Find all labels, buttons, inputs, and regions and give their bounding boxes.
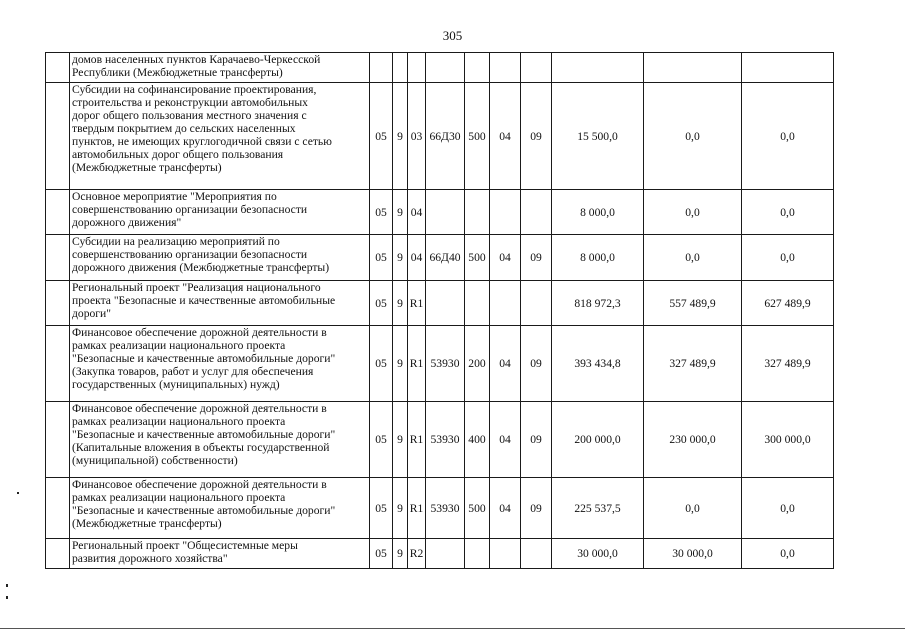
event-code-cell: R1: [408, 478, 426, 539]
row-index-cell: [46, 326, 70, 402]
item-name-line: Субсидии на реализацию мероприятий по: [72, 235, 280, 248]
amount-year-1-cell: 393 434,8: [552, 326, 644, 402]
amount-year-2-cell: [644, 53, 742, 83]
amount-year-2-cell: 0,0: [644, 235, 742, 281]
amount-year-3-cell: 300 000,0: [742, 402, 834, 478]
item-name-line: дороги": [72, 307, 111, 320]
amount-year-1-cell: 200 000,0: [552, 402, 644, 478]
subsection-cell: [521, 281, 552, 326]
table-row: [46, 83, 834, 190]
expense-type-cell: [465, 190, 490, 235]
page-edge-rule: [0, 628, 905, 629]
budget-table: [45, 52, 834, 569]
subsection-cell: 09: [521, 83, 552, 190]
amount-year-1-cell: 8 000,0: [552, 190, 644, 235]
program-code-cell: 05: [370, 235, 393, 281]
item-name-cell: [70, 235, 370, 281]
item-name-line: дорожного движения": [72, 216, 182, 229]
item-name-line: рамках реализации национального проекта: [72, 415, 286, 428]
row-index-cell: [46, 83, 70, 190]
item-name-line: "Безопасные и качественные автомобильные дороги": [72, 428, 336, 441]
program-code-cell: 05: [370, 478, 393, 539]
item-name-cell: [70, 53, 370, 83]
direction-code-cell: 53930: [426, 402, 465, 478]
item-name-cell: [70, 281, 370, 326]
expense-type-cell: 500: [465, 83, 490, 190]
page-number: 305: [442, 28, 463, 43]
amount-year-3-cell: [742, 53, 834, 83]
item-name-line: Финансовое обеспечение дорожной деятельности в: [72, 326, 327, 339]
item-name-line: Финансовое обеспечение дорожной деятельности в: [72, 478, 327, 491]
section-cell: 04: [490, 83, 521, 190]
section-cell: 04: [490, 235, 521, 281]
item-name-line: (муниципальной) собственности): [72, 454, 238, 467]
program-code-cell: 05: [370, 402, 393, 478]
table-row: [46, 235, 834, 281]
item-name-line: развития дорожного хозяйства": [72, 552, 228, 565]
item-name-line: (Закупка товаров, работ и услуг для обеспечения: [72, 365, 314, 378]
program-code-cell: 05: [370, 326, 393, 402]
direction-code-cell: 66Д40: [426, 235, 465, 281]
section-cell: [490, 190, 521, 235]
amount-year-2-cell: 557 489,9: [644, 281, 742, 326]
item-name-cell: [70, 190, 370, 235]
budget-table-body: [46, 53, 834, 569]
item-name-line: строительства и реконструкции автомобильных: [72, 96, 308, 109]
item-name-line: совершенствованию организации безопасности: [72, 248, 308, 261]
event-code-cell: R1: [408, 281, 426, 326]
direction-code-cell: [426, 539, 465, 569]
item-name-line: рамках реализации национального проекта: [72, 491, 286, 504]
amount-year-3-cell: 0,0: [742, 83, 834, 190]
expense-type-cell: [465, 539, 490, 569]
expense-type-cell: [465, 53, 490, 83]
subsection-cell: 09: [521, 326, 552, 402]
expense-type-cell: 200: [465, 326, 490, 402]
item-name-line: пунктов, не имеющих круглогодичной связи с сетью: [72, 135, 332, 148]
amount-year-2-cell: 327 489,9: [644, 326, 742, 402]
item-name-line: домов населенных пунктов Карачаево-Черкесской: [72, 53, 321, 66]
expense-type-cell: 500: [465, 235, 490, 281]
item-name-line: Республики (Межбюджетные трансферты): [72, 66, 283, 79]
subsection-cell: [521, 190, 552, 235]
item-name-line: проекта "Безопасные и качественные автомобильные: [72, 294, 336, 307]
direction-code-cell: 53930: [426, 478, 465, 539]
section-cell: 04: [490, 478, 521, 539]
scan-mark: [17, 492, 19, 494]
item-name-cell: [70, 83, 370, 190]
table-row: [46, 326, 834, 402]
subsection-cell: 09: [521, 235, 552, 281]
subprogram-code-cell: 9: [393, 83, 408, 190]
item-name-line: дорог общего пользования местного значения с: [72, 109, 307, 122]
amount-year-3-cell: 0,0: [742, 478, 834, 539]
program-code-cell: 05: [370, 539, 393, 569]
subsection-cell: [521, 53, 552, 83]
row-index-cell: [46, 190, 70, 235]
subprogram-code-cell: 9: [393, 235, 408, 281]
subprogram-code-cell: 9: [393, 539, 408, 569]
scan-mark: [6, 596, 8, 599]
item-name-line: дорожного движения (Межбюджетные трансферты): [72, 261, 330, 274]
amount-year-2-cell: 230 000,0: [644, 402, 742, 478]
amount-year-2-cell: 0,0: [644, 190, 742, 235]
item-name-line: Региональный проект "Реализация национального: [72, 281, 321, 294]
item-name-line: совершенствованию организации безопасности: [72, 203, 308, 216]
amount-year-3-cell: 0,0: [742, 190, 834, 235]
program-code-cell: 05: [370, 281, 393, 326]
subsection-cell: [521, 539, 552, 569]
amount-year-3-cell: 327 489,9: [742, 326, 834, 402]
program-code-cell: [370, 53, 393, 83]
amount-year-2-cell: 30 000,0: [644, 539, 742, 569]
section-cell: [490, 539, 521, 569]
table-row: [46, 539, 834, 569]
section-cell: 04: [490, 402, 521, 478]
amount-year-3-cell: 0,0: [742, 539, 834, 569]
row-index-cell: [46, 478, 70, 539]
subsection-cell: 09: [521, 478, 552, 539]
table-row: [46, 281, 834, 326]
item-name-line: рамках реализации национального проекта: [72, 339, 286, 352]
subprogram-code-cell: 9: [393, 281, 408, 326]
item-name-cell: [70, 478, 370, 539]
subprogram-code-cell: 9: [393, 478, 408, 539]
item-name-line: (Межбюджетные трансферты): [72, 161, 222, 174]
row-index-cell: [46, 539, 70, 569]
item-name-line: Финансовое обеспечение дорожной деятельности в: [72, 402, 327, 415]
event-code-cell: [408, 53, 426, 83]
amount-year-1-cell: 8 000,0: [552, 235, 644, 281]
section-cell: 04: [490, 326, 521, 402]
row-index-cell: [46, 281, 70, 326]
event-code-cell: 04: [408, 190, 426, 235]
amount-year-2-cell: 0,0: [644, 478, 742, 539]
row-index-cell: [46, 53, 70, 83]
amount-year-1-cell: [552, 53, 644, 83]
amount-year-3-cell: 0,0: [742, 235, 834, 281]
table-row: [46, 478, 834, 539]
event-code-cell: R1: [408, 402, 426, 478]
item-name-line: (Межбюджетные трансферты): [72, 517, 222, 530]
expense-type-cell: 500: [465, 478, 490, 539]
item-name-line: Региональный проект "Общесистемные меры: [72, 539, 298, 552]
item-name-cell: [70, 326, 370, 402]
amount-year-1-cell: 225 537,5: [552, 478, 644, 539]
direction-code-cell: 53930: [426, 326, 465, 402]
subprogram-code-cell: 9: [393, 326, 408, 402]
event-code-cell: R1: [408, 326, 426, 402]
program-code-cell: 05: [370, 83, 393, 190]
item-name-line: автомобильных дорог общего пользования: [72, 148, 284, 161]
item-name-line: Субсидии на софинансирование проектирования,: [72, 83, 317, 96]
item-name-line: твердым покрытием до сельских населенных: [72, 122, 296, 135]
table-row: [46, 53, 834, 83]
expense-type-cell: 400: [465, 402, 490, 478]
item-name-cell: [70, 539, 370, 569]
direction-code-cell: [426, 281, 465, 326]
row-index-cell: [46, 402, 70, 478]
section-cell: [490, 281, 521, 326]
table-row: [46, 402, 834, 478]
section-cell: [490, 53, 521, 83]
expense-type-cell: [465, 281, 490, 326]
amount-year-1-cell: 818 972,3: [552, 281, 644, 326]
item-name-cell: [70, 402, 370, 478]
subprogram-code-cell: [393, 53, 408, 83]
amount-year-1-cell: 30 000,0: [552, 539, 644, 569]
item-name-line: "Безопасные и качественные автомобильные дороги": [72, 504, 336, 517]
item-name-line: Основное мероприятие "Мероприятия по: [72, 190, 277, 203]
event-code-cell: 03: [408, 83, 426, 190]
event-code-cell: R2: [408, 539, 426, 569]
amount-year-2-cell: 0,0: [644, 83, 742, 190]
item-name-line: (Капитальные вложения в объекты государственной: [72, 441, 330, 454]
direction-code-cell: 66Д30: [426, 83, 465, 190]
direction-code-cell: [426, 53, 465, 83]
event-code-cell: 04: [408, 235, 426, 281]
item-name-line: государственных (муниципальных) нужд): [72, 378, 280, 391]
subprogram-code-cell: 9: [393, 190, 408, 235]
scan-mark: [6, 584, 8, 587]
program-code-cell: 05: [370, 190, 393, 235]
amount-year-3-cell: 627 489,9: [742, 281, 834, 326]
table-row: [46, 190, 834, 235]
row-index-cell: [46, 235, 70, 281]
subprogram-code-cell: 9: [393, 402, 408, 478]
amount-year-1-cell: 15 500,0: [552, 83, 644, 190]
direction-code-cell: [426, 190, 465, 235]
subsection-cell: 09: [521, 402, 552, 478]
item-name-line: "Безопасные и качественные автомобильные дороги": [72, 352, 336, 365]
